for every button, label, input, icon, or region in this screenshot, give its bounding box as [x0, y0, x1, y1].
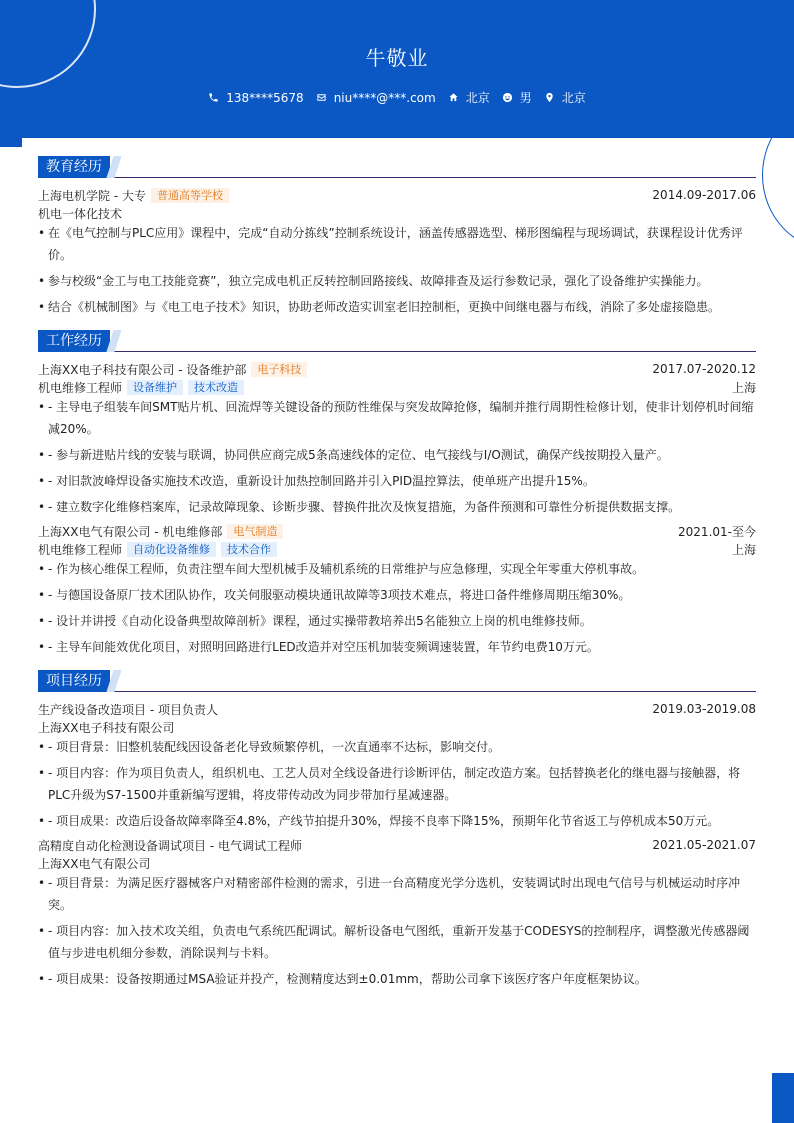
- work-city: 上海: [731, 542, 756, 557]
- email-text: niu****@***.com: [333, 90, 436, 105]
- company-name: 上海XX电子科技有限公司 - 设备维护部: [38, 362, 247, 377]
- section-title: 工作经历: [38, 330, 110, 352]
- resume-content: [38, 156, 756, 1002]
- skill-tag: 技术改造: [188, 380, 244, 395]
- contact-gender: [502, 89, 532, 106]
- contact-bar: [0, 89, 794, 106]
- contact-email: [316, 91, 436, 105]
- education-date: 2014.09-2017.06: [652, 188, 756, 202]
- list-item: • 结合《机械制图》与《电工电子技术》知识，协助老师改造实训室老旧控制柜，更换中间继电器与布线，消除了多处虚接隐患。: [38, 296, 756, 318]
- residence-text: 北京: [465, 91, 490, 105]
- position-row: [38, 540, 756, 558]
- work-header-row: [38, 522, 756, 540]
- header-decoration-tab: [0, 138, 22, 147]
- list-item: • - 项目成果：设备按期通过MSA验证并投产，检测精度达到±0.01mm，帮助公司拿下该医疗客户年度框架协议。: [38, 968, 756, 990]
- skill-tag: 设备维护: [127, 380, 183, 395]
- project-name: 高精度自动化检测设备调试项目 - 电气调试工程师: [38, 838, 302, 853]
- gender-text: 男: [519, 91, 532, 105]
- location-icon: [544, 92, 555, 103]
- project-header-row: [38, 700, 756, 718]
- section-header: [38, 330, 756, 352]
- list-item: • - 项目背景：为满足医疗器械客户对精密部件检测的需求，引进一台高精度光学分选机，安装调试时出现电气信号与机械运动时序冲突。: [38, 872, 756, 916]
- project-company-row: [38, 718, 756, 736]
- candidate-name: 牛敬业: [365, 46, 429, 70]
- list-item: • - 主导车间能效优化项目，对照明回路进行LED改造并对空压机加装变频调速装置，年节约电费10万元。: [38, 636, 756, 658]
- project-entry: [38, 700, 756, 832]
- contact-phone: [208, 91, 303, 105]
- work-entry: [38, 522, 756, 658]
- project-date: 2019.03-2019.08: [652, 702, 756, 716]
- project-header-row: [38, 836, 756, 854]
- list-item: • - 参与新进贴片线的安装与联调，协同供应商完成5条高速线体的定位、电气接线与I/O测试，确保产线按期投入量产。: [38, 444, 756, 466]
- list-item: • - 项目背景：旧整机装配线因设备老化导致频繁停机，一次直通率不达标，影响交付。: [38, 736, 756, 758]
- project-company: 上海XX电气有限公司: [38, 856, 151, 871]
- work-date: 2021.01-至今: [678, 524, 756, 539]
- phone-text: 138****5678: [226, 90, 304, 105]
- skill-tag: 技术合作: [221, 542, 277, 557]
- work-bullets: [38, 558, 756, 658]
- list-item: • 参与校级“金工与电工技能竞赛”，独立完成电机正反转控制回路接线、故障排查及运行参数记录，强化了设备维护实操能力。: [38, 270, 756, 292]
- list-item: • - 与德国设备原厂技术团队协作，攻关伺服驱动模块通讯故障等3项技术难点，将进口备件维修周期压缩30%。: [38, 584, 756, 606]
- home-icon: [448, 92, 459, 103]
- project-bullets: [38, 872, 756, 990]
- list-item: • - 对旧款波峰焊设备实施技术改造，重新设计加热控制回路并引入PID温控算法，使单班产出提升15%。: [38, 470, 756, 492]
- list-item: • - 项目内容：作为项目负责人，组织机电、工艺人员对全线设备进行诊断评估，制定改造方案。包括替换老化的继电器与接触器，将PLC升级为S7-1500并重新编写逻辑，将皮带传动改为同步带加行星减速器。: [38, 762, 756, 806]
- list-item: • - 项目成果：改造后设备故障率降至4.8%，产线节拍提升30%，焊接不良率下降15%，预期年化节省返工与停机成本50万元。: [38, 810, 756, 832]
- mail-icon: [316, 92, 327, 103]
- work-section: [38, 330, 756, 658]
- project-name: 生产线设备改造项目 - 项目负责人: [38, 702, 218, 717]
- skill-tag: 自动化设备维修: [127, 542, 216, 557]
- project-company: 上海XX电子科技有限公司: [38, 720, 175, 735]
- school-name: 上海电机学院 - 大专: [38, 188, 146, 203]
- work-entry: [38, 360, 756, 518]
- work-header-row: [38, 360, 756, 378]
- resume-header: [0, 0, 794, 138]
- work-date: 2017.07-2020.12: [652, 362, 756, 376]
- position-name: 机电维修工程师: [38, 380, 123, 395]
- position-row: [38, 378, 756, 396]
- list-item: • - 设计并讲授《自动化设备典型故障剖析》课程，通过实操带教培养出5名能独立上岗的机电维修技师。: [38, 610, 756, 632]
- project-date: 2021.05-2021.07: [652, 838, 756, 852]
- school-tag: 普通高等学校: [151, 188, 229, 203]
- section-header: [38, 156, 756, 178]
- work-city: 上海: [731, 380, 756, 395]
- company-name: 上海XX电气有限公司 - 机电维修部: [38, 524, 223, 539]
- contact-residence: [448, 89, 490, 106]
- education-header-row: [38, 186, 756, 204]
- footer-decoration-tab: [772, 1073, 794, 1123]
- section-header: [38, 670, 756, 692]
- work-bullets: [38, 396, 756, 518]
- list-item: • - 作为核心维保工程师，负责注塑车间大型机械手及辅机系统的日常维护与应急修理，实现全年零重大停机事故。: [38, 558, 756, 580]
- list-item: • 在《电气控制与PLC应用》课程中，完成“自动分拣线”控制系统设计，涵盖传感器选型、梯形图编程与现场调试，获课程设计优秀评价。: [38, 222, 756, 266]
- project-bullets: [38, 736, 756, 832]
- position-name: 机电维修工程师: [38, 542, 123, 557]
- section-title: 教育经历: [38, 156, 110, 178]
- contact-location: [544, 89, 586, 106]
- project-company-row: [38, 854, 756, 872]
- industry-tag: 电子科技: [251, 362, 307, 377]
- education-section: [38, 156, 756, 318]
- phone-icon: [208, 92, 219, 103]
- list-item: • - 建立数字化维修档案库，记录故障现象、诊断步骤、替换件批次及恢复措施，为备件预测和可靠性分析提供数据支撑。: [38, 496, 756, 518]
- major-name: 机电一体化技术: [38, 206, 123, 221]
- list-item: • - 主导电子组装车间SMT贴片机、回流焊等关键设备的预防性维保与突发故障抢修，编制并推行周期性检修计划，使非计划停机时间缩减20%。: [38, 396, 756, 440]
- major-row: [38, 204, 756, 222]
- projects-section: [38, 670, 756, 990]
- project-entry: [38, 836, 756, 990]
- industry-tag: 电气制造: [227, 524, 283, 539]
- list-item: • - 项目内容：加入技术攻关组，负责电气系统匹配调试。解析设备电气图纸，重新开发基于CODESYS的控制程序，调整激光传感器阈值与步进电机细分参数，消除误判与卡料。: [38, 920, 756, 964]
- gender-icon: [502, 92, 513, 103]
- education-bullets: [38, 222, 756, 318]
- section-title: 项目经历: [38, 670, 110, 692]
- location-text: 北京: [561, 91, 586, 105]
